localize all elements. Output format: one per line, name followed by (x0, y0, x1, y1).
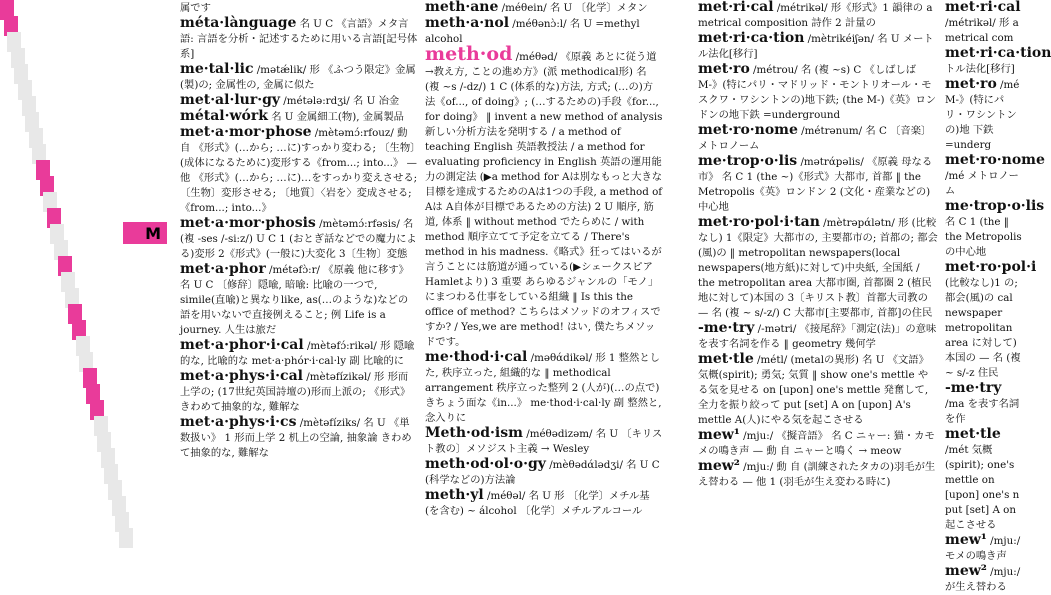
headword: met·al·lur·gy (180, 92, 280, 108)
entry-body: /mé M-》(特にパリ・ワシントンの)地 下鉄 =underg (945, 79, 1020, 151)
entry-body: 名 U 金属細工(物), 金属製品 (267, 111, 404, 123)
entry-body: /mètrəpάlətn/ 形 (比較なし) 1《限定》大都市の, 主要都市の; 首都の; 都会(風)の ‖ metropolitan newspapers(local newspapers(地方紙)に対して)中央紙, 全国紙 / the metropolitan area 大都市圏, 首都圏 2 (植民地に対して)本国の 3〔キリスト教〕首都大司教の — 名 (複 ~ s/-z/) C 大都市[主要都市, 首都]の住民 (698, 217, 938, 319)
headword: meth·a·nol (425, 15, 510, 31)
entry-body: /mju:/ モメの鳴き声 (945, 535, 1021, 562)
headword: mew² (698, 458, 740, 474)
dictionary-column-2 (425, 0, 663, 551)
entry-body: /mètəmɔ́:rfouz/ 動 自 《形式》(…から; …に)すっかり変わる; 〔生物〕(成体になるために)変形する《from...; into...》 — 他 《形式》(…から; …に)…をすっかり変えさせる; 〔生物〕変形させる; 〔地質〕〈岩を〉変成させる; 《from...; into...》 (180, 127, 418, 214)
entry-body: /méθein/ 名 U 〔化学〕メタン (498, 2, 648, 14)
entry-body: 名 C 1 (the ‖ the Metropolis の中心地 (945, 216, 1022, 258)
dictionary-entry (698, 321, 938, 352)
entry-body: /méθəl/ 名 U 形 〔化学〕メチル基(を含む) ~ álcohol 〔化学〕メチルアルコール (425, 490, 650, 517)
headword: meth·yl (425, 487, 484, 503)
dictionary-entry (180, 16, 418, 62)
entry-body: /mju:/ が生え替わる (945, 566, 1021, 593)
headword: met·tle (698, 351, 754, 367)
headword: me·trop·o·lis (945, 198, 1045, 214)
dictionary-entry (425, 0, 663, 16)
thumb-index-strip (0, 0, 128, 551)
dictionary-entry (180, 62, 418, 93)
headword: met·tle (945, 426, 1001, 442)
dictionary-entry (945, 77, 1024, 153)
dictionary-column-1 (180, 0, 418, 551)
dictionary-entry (180, 109, 418, 125)
dictionary-entry (945, 198, 1045, 260)
headword: met·a·phor (180, 261, 266, 277)
entry-body: /métəfɔ̀:r/ 《原義 他に移す》 名 U C 〔修辞〕隠喩, 暗喩: 比喩の一つで, simile(直喩)と異なりlike, as(…のような)などの語を用いないで直接例えること; 例 Life is a journey. 人生は旅だ (180, 264, 409, 336)
dictionary-entry (698, 31, 938, 62)
entry-body: 属です (180, 2, 211, 14)
entry-body: /mju:/ 動 自 (訓練されたタカの)羽毛が生え替わる — 他 1 (羽毛が生え変わる時に) (698, 461, 936, 488)
dictionary-entry (698, 0, 938, 31)
dictionary-entry (698, 215, 938, 321)
entry-body: /mətrάpəlis/ 《原義 母なる市》 名 C 1 (the ~)《形式》大都市, 首都 ‖ the Metropolis《英》ロンドン 2 (文化・産業などの)中心地 (698, 156, 933, 213)
dictionary-entry (945, 259, 1037, 381)
dictionary-entry (698, 428, 938, 459)
headword: meth·od·ol·o·gy (425, 456, 546, 472)
dictionary-entry (425, 350, 663, 426)
entry-body: /mèθədάlədʒi/ 名 U C (科学などの)方法論 (425, 459, 660, 486)
headword: me·trop·o·lis (698, 153, 798, 169)
headword: mew² (945, 563, 987, 579)
entry-body: /mètəfízikəl/ 形 形而上学の; (17世紀英国詩壇の)形而上派の; 《形式》きわめて抽象的な, 難解な (180, 371, 411, 413)
dictionary-entry (180, 125, 418, 216)
headword: meth·ane (425, 0, 499, 15)
headword: met·a·mor·phosis (180, 215, 316, 231)
dictionary-entry (945, 152, 1045, 199)
thumb-index-tab[interactable]: M (123, 222, 167, 244)
entry-body: /mètəmɔ́:rfəsis/ 名 (複 -ses /-si:z/) U C 1 (おとぎ話などでの魔力による)変形 2《形式》(一般に)大変化 3〔生物〕変態 (180, 218, 417, 260)
dictionary-entry (425, 43, 663, 350)
dictionary-column-3 (698, 0, 938, 551)
entry-body: /ma を表す名詞を作 (945, 398, 1020, 425)
entry-body: /métələ:rdʒi/ 名 U 冶金 (280, 95, 400, 107)
headword: -me·try (698, 320, 755, 336)
headword: met·ro·pol·i (945, 259, 1037, 275)
entry-body: /-mətri/ 《接尾辞》「測定(法)」の意味を表す名詞を作る ‖ geometry 幾何学 (698, 323, 937, 350)
entry-body: /méθəd/ 《原義 あとに従う道→教え方, ことの進め方》(派 methodical形) 名 (複 ~s /-dz/) 1 C (体系的な)方法, 方式; (…の)方法《of..., of doing》; (…するための)手段《for..., for doing》 ‖ invent a new method of analysis 新しい分析方法を発明する / a method of teaching English 英語教授法 / a method for evaluating proficiency in English 英語の運用能力の測定法 (▶a method for Aは別なもっと大きな目標を達成するためのAは1つの手段, a method of Aは A自体が目標であるための方法) 2 U 順序, 筋道, 体系 ‖ without method でたらめに / with method 順序立てて予定を立てる / There's method in his madness.《略式》狂ってはいるが言うことには筋道が通っている(▶シェークスピア Hamletより) 3 重要 あらゆるジャンルの「モノ」にまつわる仕事をしている組織 ‖ Is this the office of method? こちらはメソッドのオフィスですか? / Yes,we are method! はい, 僕たちメソッドです。 (425, 51, 663, 348)
headword: me·tal·lic (180, 61, 254, 77)
dictionary-entry (945, 533, 1024, 564)
entry-body: (比較なし)1 の; 都会(風)の cal newspaper metropolitan area に対して)本国の — 名 (複 ~ s/-z 住民 (945, 277, 1021, 379)
entry-body: /məθάdikəl/ 形 1 整然とした, 秩序立った, 組織的な ‖ methodical arrangement 秩序立った整列 2 (人が)(…の点で)きちょう面な《in...》 me·thod·i·cal·ly 副 整然と, 念入りに (425, 352, 662, 424)
headword: mew¹ (698, 427, 740, 443)
dictionary-entry (425, 488, 663, 519)
dictionary-entry (945, 0, 1024, 46)
dictionary-entry (945, 564, 1024, 595)
headword: Meth·od·ism (425, 425, 523, 441)
page-margin (0, 0, 178, 551)
entry-body: /méθədizəm/ 名 U 〔キリスト教の〕メソジスト主義 → Wesley (425, 428, 663, 455)
dictionary-entry (180, 369, 418, 415)
entry-body: /mètəfɔ́:rikəl/ 形 隠喩的な, 比喩的な met·a·phór·i·cal·ly 副 比喩的に (180, 340, 415, 367)
headword: met·a·mor·phose (180, 124, 312, 140)
dictionary-entry (425, 457, 663, 488)
entry-body: 名 U C 《言語》メタ言語: 言語を分析・記述するために用いる言語[記号体系] (180, 18, 418, 60)
entry-body: /mətǽlik/ 形 《ふつう限定》金属(製)の; 金属性の, 金属に似た (180, 64, 416, 91)
entry-body: /métl/ (metalの異形) 名 U 《文語》気概(spirit); 勇気; 気質 ‖ show one's mettle やる気を見せる on [upon] one's mettle 発奮して, 全力を振り絞って put [set] A on [upon] A's mettle A(人)にやる気を起こさせる (698, 354, 929, 426)
headword: met·ri·cal (698, 0, 774, 15)
entry-body: /mju:/ 《擬音語》 名 C ニャー: 猫・カモメの鳴き声 — 動 自 ニャーと鳴く → meow (698, 430, 935, 457)
headword: met·ro·pol·i·tan (698, 214, 820, 230)
headword: met·ro·nome (698, 122, 798, 138)
entry-body: /mètəfíziks/ 名 U 《単数扱い》 1 形而上学 2 机上の空論, 抽象論 きわめて抽象的な, 難解な (180, 417, 412, 459)
dictionary-entry (945, 381, 1024, 427)
headword: -me·try (945, 380, 1002, 396)
entry-body: /métrikəl/ 形《形式》1 韻律の a metrical composition 詩作 2 計量の (698, 2, 933, 29)
thumb-index-step (119, 528, 133, 548)
dictionary-entry (180, 93, 418, 109)
dictionary-entry (180, 415, 418, 461)
headword: met·ri·cal (945, 0, 1021, 15)
dictionary-entry (698, 459, 938, 490)
entry-body: /mé メトロノーム (945, 170, 1019, 197)
entry-body: /mètrikéiʃən/ 名 U メートル法化[移行] (698, 33, 934, 60)
dictionary-entry (698, 154, 938, 215)
headword: met·ro (945, 76, 997, 92)
dictionary-entry (698, 352, 938, 428)
dictionary-entry (180, 262, 418, 338)
headword: met·a·phys·i·cal (180, 368, 303, 384)
dictionary-entry (180, 338, 418, 369)
headword: met·a·phor·i·cal (180, 337, 304, 353)
headword: meth·od (425, 43, 513, 65)
entry-body: トル法化[移行] (945, 63, 1015, 75)
dictionary-entry (698, 123, 938, 154)
headword: méta·lànguage (180, 15, 297, 31)
headword: met·ri·ca·tion (945, 45, 1051, 61)
dictionary-entry (180, 216, 418, 262)
entry-body: /méθənɔ̀:l/ 名 U =methyl alcohol (425, 18, 640, 45)
dictionary-entry (180, 0, 418, 16)
headword: met·ri·ca·tion (698, 30, 805, 46)
dictionary-entry (698, 62, 938, 123)
entry-body: /métrou/ 名 (複 ~s) C 《しばしば M-》(特にパリ・マドリッド・モントリオール・モスクワ・ワシントンの)地下鉄; (the M-)《英》ロンドンの地下鉄 =underground (698, 64, 937, 121)
dictionary-entry (945, 45, 1051, 77)
entry-body: /mét 気概(spirit); one's mettle on [upon] one's n put [set] A on 起こさせる (945, 444, 1020, 531)
entry-body: /métrənum/ 名 C 〔音楽〕メトロノーム (698, 125, 932, 152)
headword: met·ro (698, 61, 750, 77)
headword: me·thod·i·cal (425, 349, 528, 365)
entry-body: /métrikəl/ 形 a metrical com (945, 17, 1019, 44)
dictionary-entry (945, 427, 1024, 533)
headword: met·ro·nome (945, 152, 1045, 168)
headword: métal·wórk (180, 108, 268, 124)
dictionary-entry (425, 426, 663, 457)
dictionary-column-4 (945, 0, 1051, 593)
headword: met·a·phys·i·cs (180, 414, 297, 430)
headword: mew¹ (945, 532, 987, 548)
